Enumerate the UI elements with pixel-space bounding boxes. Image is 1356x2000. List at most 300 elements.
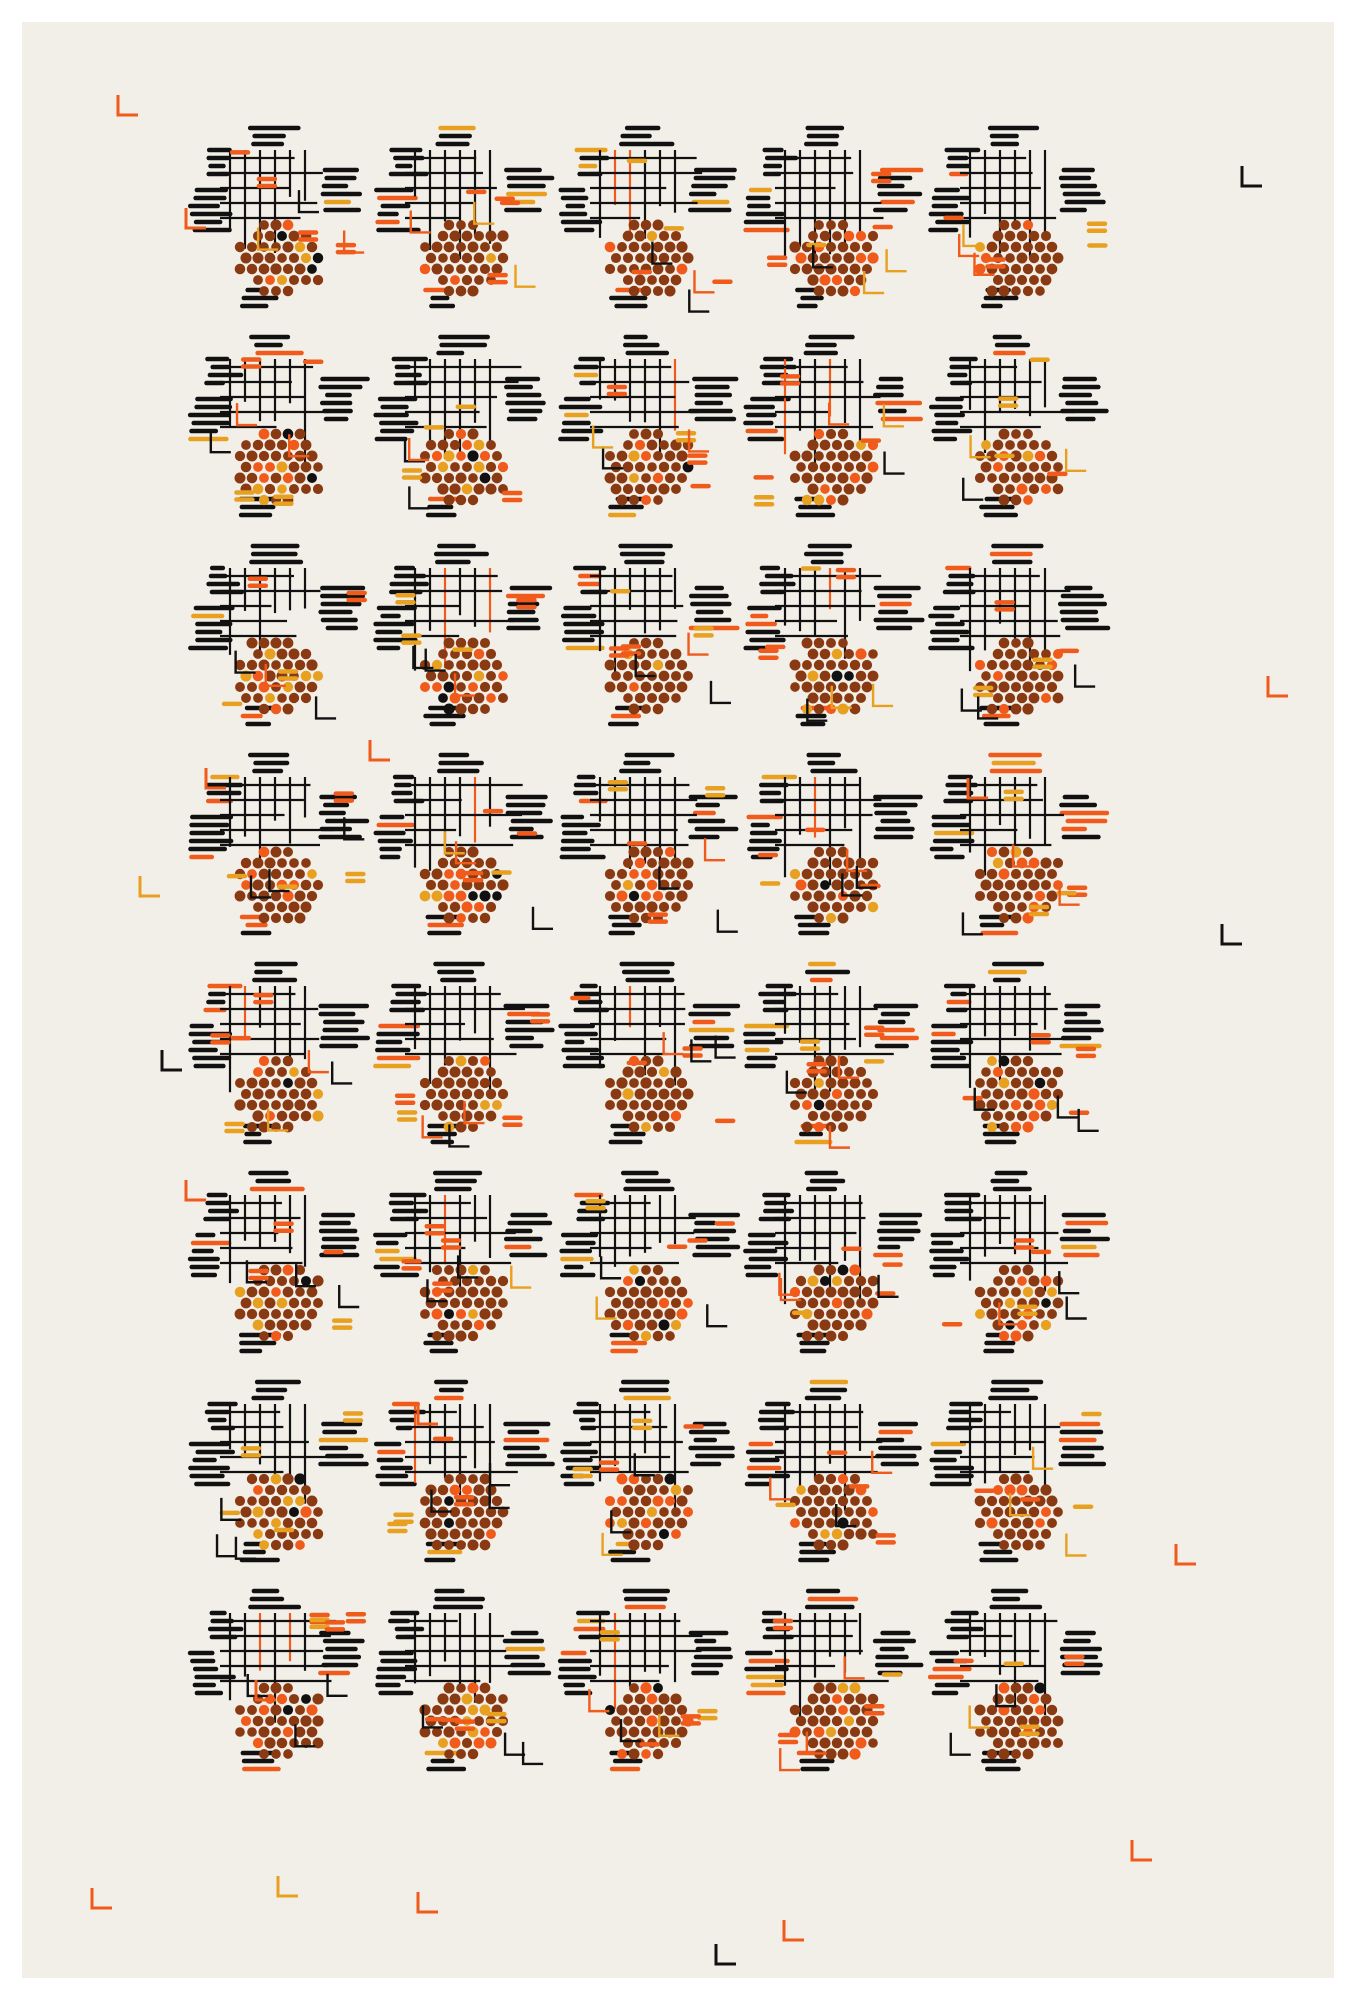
dot-mark — [629, 682, 639, 692]
dot-mark — [1011, 1518, 1021, 1528]
dot-mark — [635, 253, 645, 263]
dot-mark — [677, 473, 687, 483]
dot-mark — [790, 1078, 800, 1088]
dot-mark — [253, 253, 264, 264]
dot-mark — [432, 1496, 442, 1506]
dot-mark — [283, 429, 294, 440]
dot-mark — [252, 879, 263, 890]
dot-mark — [468, 1705, 478, 1715]
dot-mark — [438, 1738, 448, 1748]
dot-mark — [1053, 1507, 1063, 1517]
dot-mark — [1005, 253, 1015, 263]
dot-mark — [289, 1507, 299, 1517]
dot-mark — [1023, 1078, 1034, 1089]
dot-mark — [653, 242, 664, 253]
dot-mark — [486, 649, 496, 659]
dot-mark — [259, 1056, 269, 1066]
dot-mark — [993, 649, 1004, 660]
dot-mark — [647, 1067, 657, 1077]
dot-mark — [265, 1529, 275, 1539]
dot-mark — [671, 1089, 682, 1100]
dot-mark — [659, 231, 669, 241]
dot-mark — [480, 1078, 490, 1088]
dot-mark — [432, 1518, 443, 1529]
dot-mark — [271, 1078, 281, 1088]
dot-mark — [1011, 1056, 1022, 1067]
dot-mark — [438, 1067, 449, 1078]
dot-mark — [659, 1276, 669, 1286]
dot-mark — [659, 462, 669, 472]
dot-mark — [850, 1078, 861, 1089]
dot-mark — [462, 671, 472, 681]
dot-mark — [826, 847, 836, 857]
dot-mark — [987, 286, 998, 297]
dot-mark — [647, 1111, 658, 1122]
dot-mark — [790, 1100, 800, 1110]
dot-mark — [1005, 1067, 1016, 1078]
dot-mark — [444, 638, 455, 649]
dot-mark — [301, 1276, 311, 1286]
dot-mark — [653, 1100, 664, 1111]
dot-mark — [999, 1496, 1009, 1506]
dot-mark — [444, 220, 455, 231]
dot-mark — [432, 1331, 442, 1341]
dot-mark — [486, 462, 496, 472]
dot-mark — [671, 484, 681, 494]
dot-mark — [987, 473, 997, 483]
dot-mark — [265, 1716, 275, 1726]
dot-mark — [449, 1066, 460, 1077]
dot-mark — [993, 1716, 1003, 1726]
dot-mark — [850, 682, 861, 693]
dot-mark — [479, 890, 490, 901]
dot-mark — [647, 275, 657, 285]
dot-mark — [1017, 1111, 1027, 1121]
dot-mark — [1023, 1683, 1034, 1694]
dot-mark — [438, 880, 449, 891]
dot-mark — [307, 1078, 318, 1089]
dot-mark — [1041, 1694, 1052, 1705]
dot-mark — [814, 1705, 824, 1715]
dot-mark — [653, 286, 663, 296]
dot-mark — [444, 495, 455, 506]
dot-mark — [641, 891, 651, 901]
dot-mark — [796, 462, 806, 472]
dot-mark — [492, 1287, 503, 1298]
dot-mark — [1023, 1100, 1033, 1110]
dot-mark — [837, 1077, 848, 1088]
dot-mark — [462, 484, 473, 495]
dot-mark — [814, 891, 825, 902]
dot-mark — [814, 704, 824, 714]
dot-mark — [611, 1716, 621, 1726]
dot-mark — [277, 462, 288, 473]
dot-mark — [629, 242, 640, 253]
dot-mark — [1023, 682, 1034, 693]
dot-mark — [480, 704, 490, 714]
dot-mark — [826, 1287, 837, 1298]
dot-mark — [826, 638, 836, 648]
dot-mark — [486, 1738, 497, 1749]
dot-mark — [1035, 1540, 1045, 1550]
dot-mark — [277, 693, 287, 703]
dot-mark — [252, 1506, 263, 1517]
dot-mark — [832, 275, 842, 285]
dot-mark — [861, 472, 872, 483]
dot-mark — [838, 1309, 849, 1320]
dot-mark — [677, 264, 688, 275]
dot-mark — [486, 1320, 496, 1330]
dot-mark — [1029, 484, 1039, 494]
dot-mark — [647, 1089, 658, 1100]
dot-mark — [486, 1694, 497, 1705]
dot-mark — [468, 891, 478, 901]
dot-mark — [617, 1496, 627, 1506]
dot-mark — [856, 253, 866, 263]
dot-mark — [492, 1309, 503, 1320]
dot-mark — [802, 682, 813, 693]
dot-mark — [629, 1331, 639, 1341]
dot-mark — [420, 1496, 430, 1506]
dot-mark — [444, 451, 455, 462]
dot-mark — [820, 693, 831, 704]
dot-mark — [1041, 231, 1051, 241]
dot-mark — [1041, 253, 1051, 263]
dot-mark — [271, 704, 282, 715]
dot-mark — [235, 242, 245, 252]
dot-mark — [647, 1694, 658, 1705]
dot-mark — [653, 1309, 663, 1319]
dot-mark — [838, 1727, 849, 1738]
dot-mark — [431, 1099, 442, 1110]
dot-mark — [432, 1265, 442, 1275]
dot-mark — [468, 1749, 479, 1760]
dot-mark — [1005, 1716, 1015, 1726]
dot-mark — [1011, 1496, 1021, 1506]
dot-mark — [1017, 440, 1027, 450]
dot-mark — [628, 703, 639, 714]
dot-mark — [300, 1715, 311, 1726]
dot-mark — [820, 462, 831, 473]
dot-mark — [432, 264, 443, 275]
dot-mark — [271, 1540, 281, 1550]
dot-mark — [449, 230, 460, 241]
dot-mark — [826, 1309, 836, 1319]
dot-mark — [420, 1287, 431, 1298]
dot-mark — [235, 473, 246, 484]
dot-mark — [1023, 495, 1033, 505]
dot-mark — [283, 869, 293, 879]
dot-mark — [820, 1089, 831, 1100]
dot-mark — [629, 1727, 640, 1738]
dot-mark — [468, 1287, 479, 1298]
dot-mark — [617, 891, 628, 902]
dot-mark — [443, 912, 454, 923]
dot-mark — [474, 1089, 484, 1099]
dot-mark — [623, 1694, 633, 1704]
dot-mark — [1047, 1518, 1057, 1528]
dot-mark — [838, 1705, 848, 1715]
dot-mark — [1041, 649, 1051, 659]
dot-mark — [432, 1540, 442, 1550]
dot-mark — [975, 264, 986, 275]
dot-mark — [473, 1528, 484, 1539]
dot-mark — [468, 1265, 478, 1275]
dot-mark — [289, 649, 300, 660]
dot-mark — [1041, 440, 1051, 450]
dot-mark — [629, 429, 639, 439]
dot-mark — [837, 1539, 848, 1550]
dot-mark — [611, 1320, 621, 1330]
dot-mark — [838, 913, 849, 924]
dot-mark — [1011, 242, 1022, 253]
dot-mark — [1035, 891, 1045, 901]
dot-mark — [1023, 1540, 1034, 1551]
dot-mark — [301, 462, 312, 473]
dot-mark — [826, 1540, 836, 1550]
dot-mark — [1029, 671, 1039, 681]
dot-mark — [1053, 253, 1064, 264]
dot-mark — [682, 857, 693, 868]
dot-mark — [1011, 1331, 1022, 1342]
dot-mark — [444, 891, 455, 902]
dot-mark — [480, 1474, 491, 1485]
dot-mark — [438, 858, 448, 868]
dot-mark — [307, 682, 318, 693]
dot-mark — [832, 693, 843, 704]
dot-mark — [301, 880, 312, 891]
dot-mark — [838, 1331, 848, 1341]
dot-mark — [480, 913, 491, 924]
dot-mark — [241, 462, 252, 473]
dot-mark — [307, 1518, 318, 1529]
dot-mark — [444, 1474, 454, 1484]
dot-mark — [629, 286, 640, 297]
dot-mark — [480, 1287, 490, 1297]
dot-mark — [825, 263, 836, 274]
dot-mark — [658, 483, 669, 494]
dot-mark — [271, 1749, 281, 1759]
dot-mark — [832, 1276, 842, 1286]
dot-mark — [671, 1276, 681, 1286]
dot-mark — [659, 1298, 669, 1308]
dot-mark — [1053, 858, 1063, 868]
dot-mark — [1053, 671, 1064, 682]
dot-mark — [1035, 1287, 1046, 1298]
dot-mark — [629, 847, 640, 858]
dot-mark — [623, 1716, 633, 1726]
dot-mark — [1017, 880, 1028, 891]
dot-mark — [844, 1694, 855, 1705]
dot-mark — [807, 274, 818, 285]
dot-mark — [826, 913, 836, 923]
dot-mark — [444, 682, 455, 693]
dot-mark — [486, 1089, 496, 1099]
dot-mark — [659, 902, 669, 912]
dot-mark — [301, 1089, 312, 1100]
dot-mark — [468, 1309, 478, 1319]
dot-mark — [670, 1066, 681, 1077]
dot-mark — [664, 1704, 675, 1715]
dot-mark — [987, 660, 997, 670]
dot-mark — [808, 671, 819, 682]
dot-mark — [462, 1298, 472, 1308]
dot-mark — [456, 286, 467, 297]
dot-mark — [1035, 1100, 1046, 1111]
dot-mark — [480, 1100, 490, 1110]
dot-mark — [605, 1727, 615, 1737]
dot-mark — [814, 1078, 824, 1088]
dot-mark — [856, 462, 866, 472]
dot-mark — [653, 1749, 663, 1759]
dot-mark — [635, 880, 645, 890]
dot-mark — [862, 1518, 872, 1528]
dot-mark — [826, 660, 836, 670]
dot-mark — [1023, 847, 1033, 857]
dot-mark — [790, 1518, 800, 1528]
dot-mark — [677, 660, 687, 670]
dot-mark — [993, 902, 1003, 912]
dot-mark — [790, 660, 801, 671]
dot-mark — [295, 1705, 305, 1715]
dot-mark — [653, 451, 663, 461]
dot-mark — [832, 1298, 843, 1309]
dot-mark — [247, 1496, 257, 1506]
dot-mark — [307, 869, 317, 879]
dot-mark — [617, 1287, 627, 1297]
dot-mark — [659, 1507, 669, 1517]
dot-mark — [241, 1089, 251, 1099]
dot-mark — [838, 264, 848, 274]
dot-mark — [306, 1704, 317, 1715]
dot-mark — [1004, 1528, 1015, 1539]
dot-mark — [1047, 891, 1058, 902]
dot-mark — [671, 253, 681, 263]
dot-mark — [235, 1496, 245, 1506]
dot-mark — [999, 913, 1009, 923]
dot-mark — [480, 1056, 490, 1066]
dot-mark — [838, 220, 848, 230]
dot-mark — [307, 1309, 317, 1319]
dot-mark — [629, 1518, 640, 1529]
dot-mark — [665, 1331, 675, 1341]
dot-mark — [438, 275, 448, 285]
dot-mark — [235, 1727, 245, 1737]
dot-mark — [253, 902, 263, 912]
dot-mark — [665, 1078, 675, 1088]
dot-mark — [259, 1705, 269, 1715]
dot-mark — [856, 484, 866, 494]
dot-mark — [1029, 253, 1039, 263]
dot-mark — [832, 231, 842, 241]
dot-mark — [1011, 682, 1021, 692]
dot-mark — [993, 1089, 1004, 1100]
dot-mark — [820, 671, 831, 682]
dot-mark — [1041, 693, 1051, 703]
dot-mark — [1041, 880, 1051, 890]
dot-mark — [431, 868, 442, 879]
dot-mark — [277, 484, 287, 494]
dot-mark — [289, 253, 299, 263]
dot-mark — [259, 660, 270, 671]
dot-mark — [1023, 1705, 1033, 1715]
dot-mark — [802, 891, 812, 901]
dot-mark — [289, 462, 300, 473]
dot-mark — [605, 682, 616, 693]
dot-mark — [999, 1122, 1009, 1132]
dot-mark — [665, 451, 676, 462]
dot-mark — [993, 440, 1004, 451]
dot-mark — [313, 1507, 323, 1517]
dot-mark — [641, 660, 652, 671]
dot-mark — [844, 1067, 854, 1077]
dot-mark — [981, 1111, 991, 1121]
dot-mark — [259, 1331, 269, 1341]
dot-mark — [1041, 462, 1051, 472]
dot-mark — [455, 1517, 466, 1528]
dot-mark — [683, 1298, 693, 1308]
dot-mark — [814, 429, 824, 439]
dot-mark — [450, 1485, 461, 1496]
dot-mark — [456, 660, 466, 670]
dot-mark — [277, 231, 287, 241]
dot-mark — [850, 1683, 861, 1694]
dot-mark — [492, 1727, 502, 1737]
dot-mark — [623, 1111, 634, 1122]
dot-mark — [307, 1287, 318, 1298]
dot-mark — [671, 902, 681, 912]
dot-mark — [265, 693, 275, 703]
dot-mark — [820, 1111, 830, 1121]
dot-mark — [259, 638, 270, 649]
dot-mark — [993, 1298, 1003, 1308]
dot-mark — [259, 286, 269, 296]
dot-mark — [814, 1122, 824, 1132]
dot-mark — [623, 1298, 634, 1309]
dot-mark — [283, 1100, 294, 1111]
dot-mark — [856, 671, 867, 682]
dot-mark — [993, 671, 1003, 681]
dot-mark — [622, 1088, 633, 1099]
dot-mark — [265, 462, 275, 472]
dot-mark — [796, 1276, 806, 1286]
dot-mark — [462, 275, 472, 285]
dot-mark — [647, 649, 657, 659]
dot-mark — [862, 242, 872, 252]
dot-mark — [277, 649, 288, 660]
dot-mark — [295, 242, 305, 252]
dot-mark — [1029, 275, 1039, 285]
dot-mark — [837, 703, 848, 714]
dot-mark — [468, 1331, 478, 1341]
dot-mark — [617, 264, 627, 274]
dot-mark — [492, 242, 502, 252]
dot-mark — [844, 484, 855, 495]
dot-mark — [605, 869, 615, 879]
dot-mark — [844, 902, 855, 913]
dot-mark — [1011, 1265, 1021, 1275]
dot-mark — [623, 693, 633, 703]
dot-mark — [271, 1287, 281, 1297]
dot-mark — [289, 231, 300, 242]
dot-mark — [665, 682, 676, 693]
dot-mark — [659, 649, 669, 659]
dot-mark — [313, 462, 323, 472]
dot-mark — [808, 1111, 818, 1121]
dot-mark — [826, 1078, 837, 1089]
dot-mark — [653, 660, 663, 670]
dot-mark — [456, 242, 466, 252]
